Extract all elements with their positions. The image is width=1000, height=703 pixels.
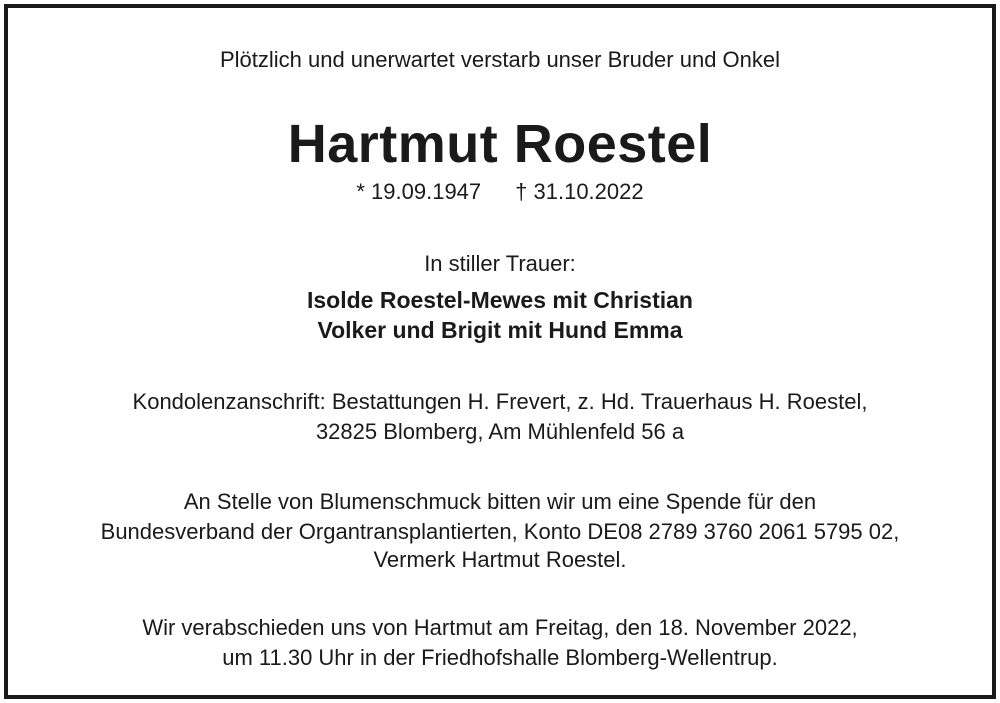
mourning-label: In stiller Trauer:	[424, 251, 576, 276]
death-date: † 31.10.2022	[515, 179, 644, 204]
family-line: Isolde Roestel-Mewes mit Christian	[307, 287, 693, 313]
donation-text-line: Bundesverband der Organtransplantierten, Konto DE08 2789 3760 2061 5795 02,	[100, 519, 900, 544]
donation-text-line: An Stelle von Blumenschmuck bitten wir um eine Spende für den	[183, 489, 817, 514]
obituary-notice	[4, 4, 996, 699]
life-dates	[8, 178, 992, 206]
birth-date: * 19.09.1947	[356, 179, 482, 204]
condolence-address-line: 32825 Blomberg, Am Mühlenfeld 56 a	[315, 419, 685, 444]
donation-text-line: Vermerk Hartmut Roestel.	[373, 547, 627, 572]
funeral-info-line: um 11.30 Uhr in der Friedhofshalle Blomberg-Wellentrup.	[222, 645, 778, 670]
funeral-info-line: Wir verabschieden uns von Hartmut am Freitag, den 18. November 2022,	[142, 615, 858, 640]
deceased-name: Hartmut Roestel	[287, 114, 713, 174]
family-line: Volker und Brigit mit Hund Emma	[317, 317, 683, 343]
condolence-address-line: Kondolenzanschrift: Bestattungen H. Frevert, z. Hd. Trauerhaus H. Roestel,	[132, 389, 868, 414]
intro-text: Plötzlich und unerwartet verstarb unser Bruder und Onkel	[219, 47, 781, 72]
